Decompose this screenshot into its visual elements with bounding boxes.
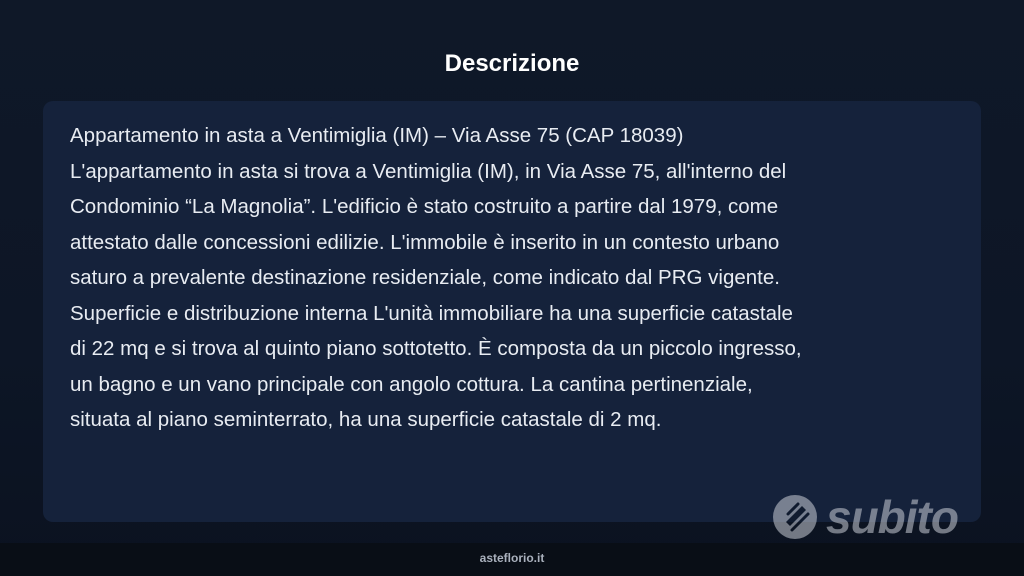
- footer-site-label: asteflorio.it: [479, 551, 545, 565]
- subito-logo-icon: [772, 494, 818, 540]
- description-card: [43, 101, 981, 522]
- description-line: Superficie e distribuzione interna L'unità immobiliare ha una superficie catastale: [70, 301, 793, 325]
- description-line: di 22 mq e si trova al quinto piano sottotetto. È composta da un piccolo ingresso,: [70, 337, 802, 360]
- subito-watermark: [772, 489, 958, 545]
- description-line: situata al piano seminterrato, ha una superficie catastale di 2 mq.: [70, 408, 662, 431]
- description-line: un bagno e un vano principale con angolo cottura. La cantina pertinenziale,: [70, 372, 753, 396]
- description-line: Condominio “La Magnolia”. L'edificio è stato costruito a partire dal 1979, come: [70, 195, 779, 218]
- description-line: saturo a prevalente destinazione residenziale, come indicato dal PRG vigente.: [70, 266, 780, 289]
- description-line: attestato dalle concessioni edilizie. L'immobile è inserito in un contesto urbano: [70, 230, 780, 254]
- description-line: L'appartamento in asta si trova a Ventimiglia (IM), in Via Asse 75, all'interno del: [70, 159, 787, 183]
- page-title: Descrizione: [444, 50, 580, 77]
- description-line: Appartamento in asta a Ventimiglia (IM) – Via Asse 75 (CAP 18039): [70, 124, 684, 147]
- subito-brand-text: subito: [826, 491, 958, 543]
